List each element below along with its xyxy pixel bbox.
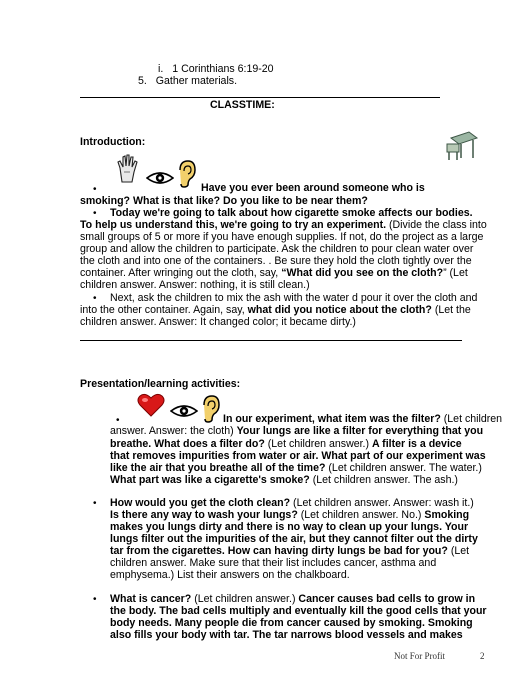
bullet-marker: • bbox=[93, 184, 97, 195]
presentation-heading: Presentation/learning activities: bbox=[80, 378, 241, 390]
page-number: 2 bbox=[480, 651, 485, 661]
divider bbox=[80, 97, 440, 98]
pres-text: Your lungs are like a filter for everything that you bbox=[236, 425, 484, 437]
pres-bullet3-line3: body needs. Many people die from cancer caused by smoking. Smoking bbox=[110, 617, 473, 629]
outline-marker: i. bbox=[158, 63, 164, 75]
pres-text: like the air that you breathe all of the time? bbox=[110, 462, 326, 474]
pres-text: In our experiment, what item was the filter? bbox=[223, 413, 441, 425]
intro-bullet2-line4: group and allow the children to participate. Ask the children to pour clean water over bbox=[80, 243, 474, 255]
intro-bullet2-line2-rest: (Divide the class into bbox=[386, 219, 487, 231]
pres-bullet2-line4: lungs filter out the impurities of the air, but they cannot filter out the dirty bbox=[110, 533, 478, 545]
pres-text: (Let bbox=[447, 545, 470, 557]
outline-text: Gather materials. bbox=[155, 75, 238, 87]
divider bbox=[80, 340, 462, 341]
outline-item-5 bbox=[138, 75, 237, 88]
pres-text: What is cancer? bbox=[110, 593, 192, 605]
ear-icon bbox=[200, 395, 220, 423]
eye-icon bbox=[146, 170, 174, 186]
bullet-marker: • bbox=[93, 594, 97, 605]
bullet-marker: • bbox=[93, 498, 97, 509]
pres-text: answer. Answer: the cloth) bbox=[110, 425, 237, 437]
pres-bullet1-line6 bbox=[110, 474, 458, 487]
pres-text: Cancer causes bad cells to grow in bbox=[298, 593, 476, 605]
school-desk-icon bbox=[443, 128, 479, 162]
intro-bullet3-line1: Next, ask the children to mix the ash with the water d pour it over the cloth and bbox=[110, 292, 478, 304]
intro-bullet1-line2: smoking? What is that like? Do you like to be near them? bbox=[80, 195, 368, 207]
ear-icon bbox=[176, 160, 196, 188]
pres-text: A filter is a device bbox=[371, 438, 462, 450]
pres-bullet3-line4: also fills your body with tar. The tar narrows blood vessels and makes bbox=[110, 629, 463, 641]
intro-text: ” (Let bbox=[443, 267, 468, 279]
pres-text: Smoking bbox=[424, 509, 470, 521]
intro-text: (Let the bbox=[431, 304, 471, 316]
pres-bullet2-line7: emphysema.) List their answers on the chalkboard. bbox=[110, 569, 350, 581]
eye-icon bbox=[170, 403, 198, 419]
intro-bullet2-line1: Today we're going to talk about how cigarette smoke affects our bodies. bbox=[110, 207, 473, 219]
pres-text: Is there any way to wash your lungs? bbox=[110, 509, 298, 521]
pres-text: How would you get the cloth clean? bbox=[110, 497, 291, 509]
intro-question: “What did you see on the cloth? bbox=[281, 267, 444, 279]
intro-bullet2-line5: the cloth and into one of the containers. . Be sure they hold the cloth tightly over the bbox=[80, 255, 472, 267]
intro-bullet1-line1: Have you ever been around someone who is bbox=[201, 182, 425, 194]
introduction-heading: Introduction: bbox=[80, 136, 146, 148]
intro-bullet2-line2-bold: To help us understand this, we're going to try an experiment. bbox=[80, 219, 387, 231]
intro-text: container. After wringing out the cloth, say, bbox=[80, 267, 282, 279]
pres-text: breathe. What does a filter do? bbox=[110, 438, 265, 450]
pres-text: (Let children bbox=[440, 413, 503, 425]
pres-text: (Let children answer.) bbox=[191, 593, 299, 605]
bullet-marker: • bbox=[93, 293, 97, 304]
pres-text: tar from the cigarettes. How can having dirty lungs be bad for you? bbox=[110, 545, 448, 557]
pres-bullet2-line6: children answer. Make sure that their list includes cancer, asthma and bbox=[110, 557, 437, 569]
pres-text: (Let children answer.) bbox=[264, 438, 372, 450]
pres-text: (Let children answer. The water.) bbox=[325, 462, 482, 474]
pres-bullet2-line3: makes you lungs dirty and there is no way to clean up your lungs. Your bbox=[110, 521, 469, 533]
intro-bullet3-line3: children answer. Answer: It changed color; it became dirty.) bbox=[80, 316, 356, 328]
pres-bullet1-line2 bbox=[110, 425, 483, 438]
heart-icon bbox=[137, 393, 165, 417]
pres-bullet3-line2: the body. The bad cells multiply and eventually kill the good cells that your bbox=[110, 605, 487, 617]
intro-text: into the other container. Again, say, bbox=[80, 304, 248, 316]
pres-bullet1-line4: that removes impurities from water or air. What part of our experiment was bbox=[110, 450, 486, 462]
pres-text: (Let children answer. No.) bbox=[297, 509, 425, 521]
intro-bullet2-line7: children answer. Answer: nothing, it is still clean.) bbox=[80, 279, 310, 291]
outline-marker: 5. bbox=[138, 75, 147, 87]
bullet-marker: • bbox=[93, 208, 97, 219]
pres-text: (Let children answer. The ash.) bbox=[309, 474, 458, 486]
intro-question: what did you notice about the cloth? bbox=[247, 304, 432, 316]
outline-text: 1 Corinthians 6:19-20 bbox=[172, 63, 274, 75]
pres-text: (Let children answer. Answer: wash it.) bbox=[290, 497, 474, 509]
hand-icon bbox=[116, 154, 140, 184]
section-title: CLASSTIME: bbox=[210, 99, 275, 111]
footer-text: Not For Profit bbox=[394, 651, 446, 661]
bullet-marker: • bbox=[116, 415, 120, 426]
intro-bullet2-line3: small groups of 5 or more if you have enough supplies. If not, do the project as a large bbox=[80, 231, 484, 243]
pres-text: What part was like a cigarette's smoke? bbox=[110, 474, 310, 486]
